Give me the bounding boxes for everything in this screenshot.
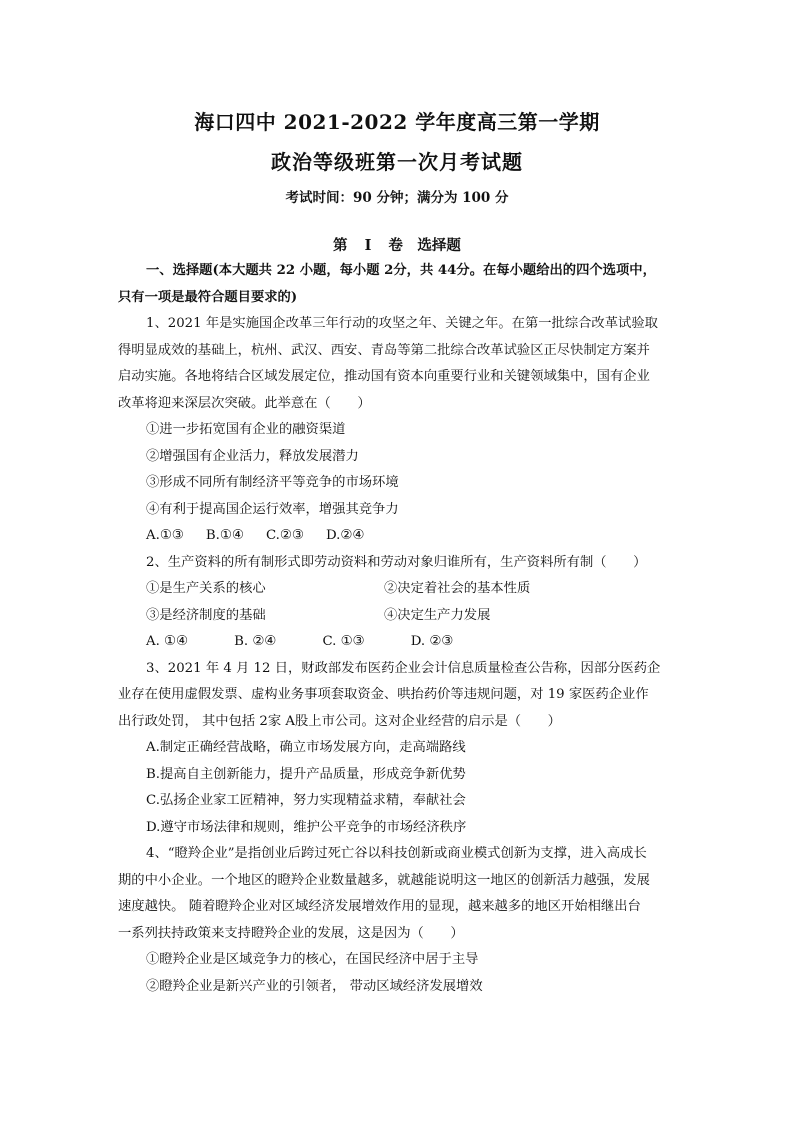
q4-stem-line: 期的中小企业。一个地区的瞪羚企业数量越多，就越能说明这一地区的创新活力越强，发展 [118, 872, 650, 888]
exam-title-line2: 政治等级班第一次月考试题 [271, 150, 523, 174]
q4-statement: ②瞪羚企业是新兴产业的引领者， 带动区域经济发展增效 [146, 978, 483, 994]
q4-statement: ①瞪羚企业是区域竞争力的核心，在国民经济中居于主导 [146, 952, 479, 967]
q2-statement: ③是经济制度的基础 [146, 607, 266, 623]
q1-option-d: D.②④ [326, 528, 365, 543]
q3-option-d: D.遵守市场法律和规则，维护公平竞争的市场经济秩序 [146, 819, 467, 835]
q3-stem-line: 3、2021 年 4 月 12 日，财政部发布医药企业会计信息质量检查公告称，因部分医药企 [146, 660, 661, 676]
q1-stem-line: 得明显成效的基础上，杭州、武汉、西安、青岛等第二批综合改革试验区正尽快制定方案并 [118, 342, 650, 358]
question-body [118, 258, 678, 1000]
section-instruction-line2: 只有一项是最符合题目要求的) [118, 289, 298, 305]
q1-option-b: B.①④ [205, 528, 244, 543]
q2-statement-row [118, 603, 678, 630]
q3-stem-line: 出行政处罚， 其中包括 2家 A股上市公司。这对企业经营的启示是（ ） [118, 713, 561, 729]
q1-statement: ①进一步拓宽国有企业的融资渠道 [146, 422, 346, 437]
q1-options [118, 523, 678, 550]
q1-option-c: C.②③ [265, 528, 304, 543]
q2-option-a: A. ①④ [146, 634, 188, 649]
exam-title-line1: 海口四中 2021-2022 学年度高三第一学期 [194, 110, 600, 134]
q1-stem-line: 1、2021 年是实施国企改革三年行动的攻坚之年、关键之年。在第一批综合改革试验取 [146, 316, 658, 331]
q4-stem-line: 4、“瞪羚企业”是指创业后跨过死亡谷以科技创新或商业模式创新为支撑，进入高成长 [146, 846, 647, 861]
q3-option-a: A.制定正确经营战略，确立市场发展方向，走高端路线 [146, 740, 466, 755]
q4-stem-line: 速度越快。 随着瞪羚企业对区域经济发展增效作用的显现，越来越多的地区开始相继出台 [118, 899, 641, 914]
q1-statement: ③形成不同所有制经济平等竞争的市场环境 [146, 475, 399, 490]
section-instruction-line1: 一、选择题(本大题共 22 小题，每小题 2分，共 44分。在每小题给出的四个选项中， [146, 263, 656, 278]
q2-statement: ④决定生产力发展 [384, 607, 491, 623]
section-title: 第 I 卷 选择题 [333, 237, 461, 254]
exam-info: 考试时间：90 分钟；满分为 100 分 [285, 190, 509, 206]
q4-stem-line: 一系列扶持政策来支持瞪羚企业的发展，这是因为（ ） [118, 925, 464, 941]
q1-stem-line: 改革将迎来深层次突破。此举意在（ ） [118, 395, 371, 411]
q3-option-c: C.弘扬企业家工匠精神，努力实现精益求精，奉献社会 [146, 793, 466, 808]
q1-stem-line: 启动实施。各地将结合区域发展定位，推动国有资本向重要行业和关键领域集中，国有企业 [118, 369, 650, 384]
q2-statement: ①是生产关系的核心 [146, 581, 266, 596]
q2-option-b: B. ②④ [234, 634, 277, 649]
q2-statement: ②决定着社会的基本性质 [384, 581, 531, 596]
q3-option-b: B.提高自主创新能力，提升产品质量，形成竞争新优势 [146, 766, 466, 782]
q2-option-c: C. ①③ [322, 634, 365, 649]
q1-option-a: A.①③ [146, 528, 184, 543]
q3-stem-line: 业存在使用虚假发票、虚构业务事项套取资金、哄抬药价等违规问题，对 19 家医药企业作 [118, 687, 649, 702]
q2-option-d: D. ②③ [410, 634, 454, 649]
q2-statement-row [118, 576, 678, 603]
q1-statement: ④有利于提高国企运行效率，增强其竞争力 [146, 501, 399, 517]
q1-statement: ②增强国有企业活力，释放发展潜力 [146, 448, 359, 464]
q2-stem: 2、生产资料的所有制形式即劳动资料和劳动对象归谁所有，生产资料所有制（ ） [146, 554, 647, 570]
q2-options [118, 629, 678, 656]
